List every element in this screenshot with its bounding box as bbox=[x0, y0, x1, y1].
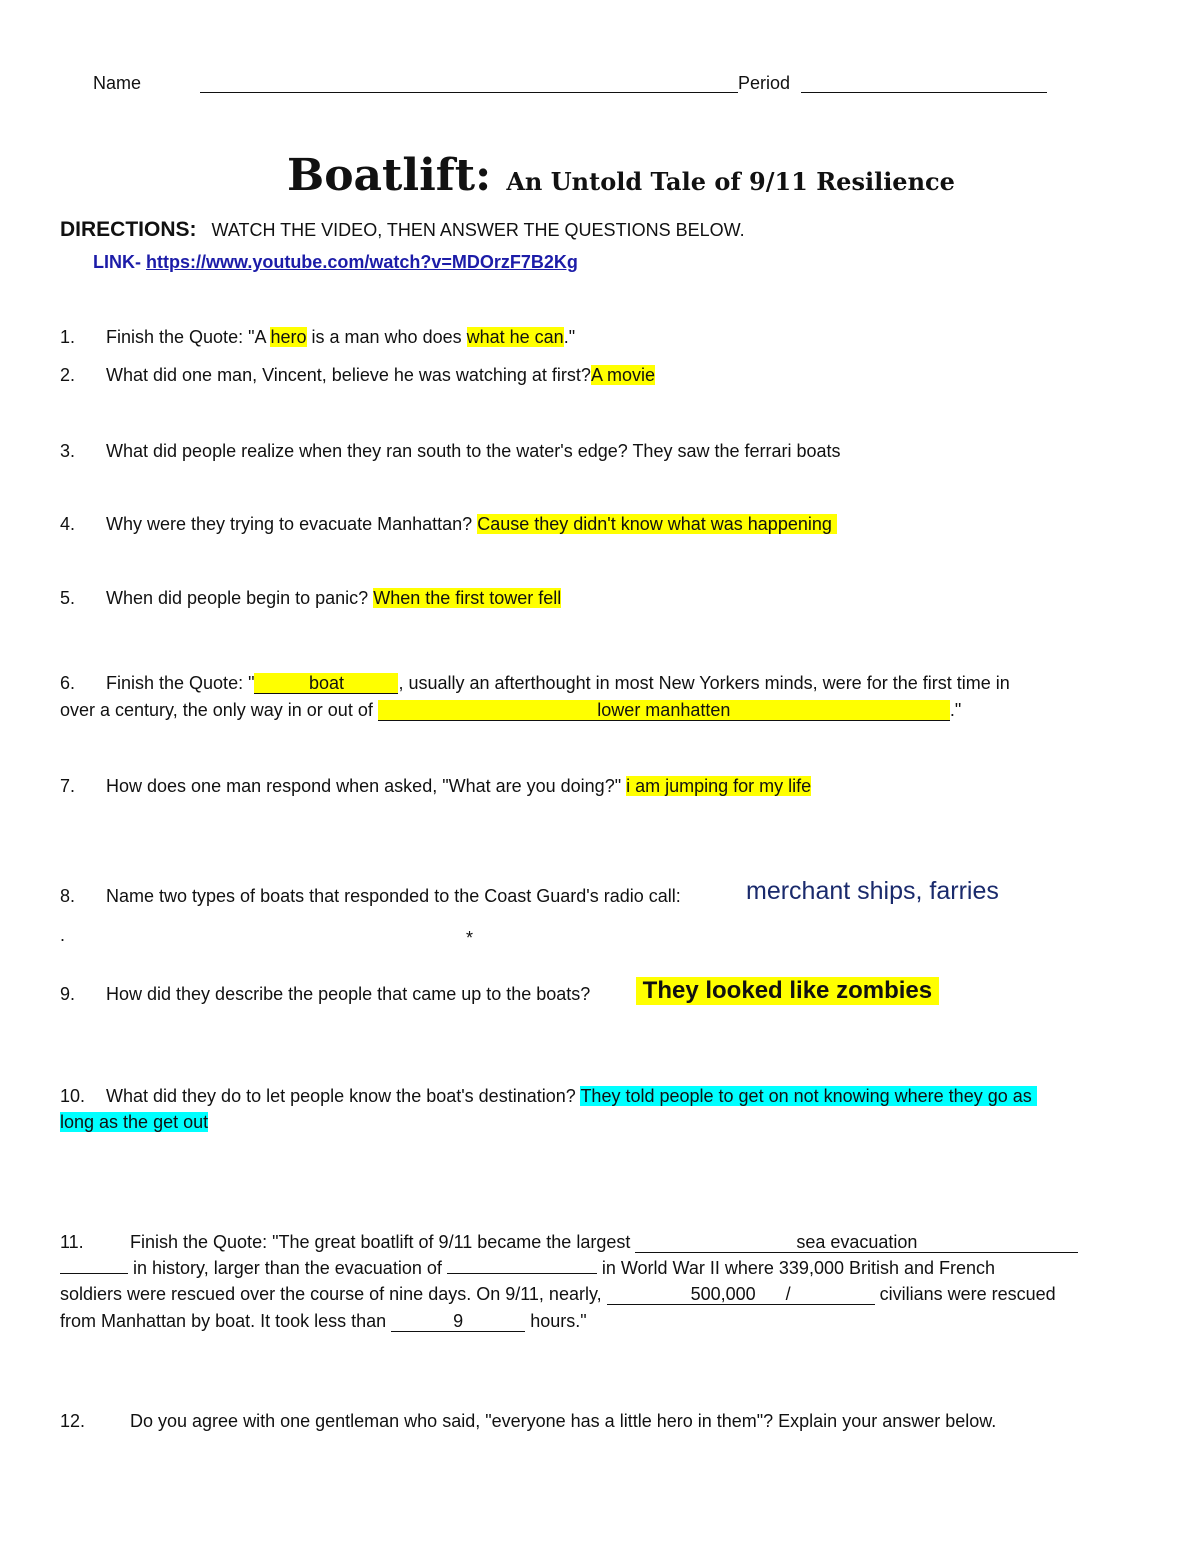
q10-answer-1: They told people to get on not knowing where they go as bbox=[580, 1086, 1037, 1106]
q10-line-1 bbox=[106, 1086, 1037, 1107]
q10-line-2 bbox=[60, 1112, 208, 1133]
q12-number: 12. bbox=[60, 1411, 86, 1431]
q8-mark-star: * bbox=[466, 928, 474, 948]
q8-answer: merchant ships, farries bbox=[746, 877, 999, 905]
period-field[interactable] bbox=[801, 74, 1047, 93]
name-label: Name bbox=[93, 73, 142, 93]
q11-text-6: from Manhattan by boat. It took less than bbox=[60, 1311, 392, 1331]
q11-answer-4: 9 bbox=[391, 1311, 525, 1332]
title-main: Boatlift: bbox=[287, 150, 492, 201]
q12 bbox=[130, 1411, 996, 1432]
q11-text: Finish the Quote: "The great boatlift of 9/11 became the largest bbox=[130, 1232, 636, 1252]
q10-number: 10. bbox=[60, 1086, 86, 1106]
q11-text-2: in history, larger than the evacuation of bbox=[128, 1258, 447, 1278]
q5-answer: When the first tower fell bbox=[373, 588, 562, 608]
q11-number: 11. bbox=[60, 1232, 84, 1252]
q11-blank-2[interactable] bbox=[60, 1273, 128, 1274]
q1-text: Finish the Quote: "A bbox=[106, 327, 271, 347]
q1-number: 1. bbox=[60, 327, 76, 347]
q2 bbox=[106, 365, 655, 386]
q11-line-3 bbox=[60, 1284, 1056, 1305]
q11-line-2 bbox=[60, 1258, 995, 1279]
period-label: Period bbox=[738, 73, 791, 93]
q4-answer: Cause they didn't know what was happening bbox=[477, 514, 837, 534]
q12-text: Do you agree with one gentleman who said, "everyone has a little hero in them"? Explain your answer below. bbox=[130, 1411, 997, 1431]
q11-blank-3[interactable] bbox=[447, 1273, 597, 1274]
title-sub: An Untold Tale of 9/11 Resilience bbox=[506, 167, 955, 196]
q9 bbox=[106, 984, 590, 1005]
q11-text-7: hours." bbox=[525, 1311, 587, 1331]
q3-answer: They saw the ferrari boats bbox=[627, 441, 841, 461]
q4 bbox=[106, 514, 837, 535]
q6-line-2 bbox=[60, 700, 961, 721]
q1 bbox=[106, 327, 575, 348]
video-link-row bbox=[93, 252, 578, 273]
q2-number: 2. bbox=[60, 365, 76, 385]
q1-answer-1: hero bbox=[270, 327, 307, 347]
q3 bbox=[106, 441, 841, 462]
q11-answer-3: 500,000 / bbox=[607, 1284, 875, 1305]
q8-mark-dot: . bbox=[60, 925, 66, 945]
q11-text-4: soldiers were rescued over the course of nine days. On 9/11, nearly, bbox=[60, 1284, 607, 1304]
q3-text: What did people realize when they ran south to the water's edge? bbox=[106, 441, 628, 461]
q6-text: Finish the Quote: " bbox=[106, 673, 255, 693]
q5-number: 5. bbox=[60, 588, 76, 608]
q7 bbox=[106, 776, 811, 797]
q8 bbox=[106, 886, 681, 907]
q6-line-1 bbox=[106, 673, 1010, 694]
directions-label: DIRECTIONS: bbox=[60, 218, 197, 241]
video-link[interactable]: https://www.youtube.com/watch?v=MDOrzF7B2Kg bbox=[146, 252, 578, 272]
q4-number: 4. bbox=[60, 514, 76, 534]
q6-text-end: ." bbox=[949, 700, 962, 720]
q7-answer: i am jumping for my life bbox=[626, 776, 812, 796]
q6-number: 6. bbox=[60, 673, 76, 693]
q1-text-mid: is a man who does bbox=[306, 327, 467, 347]
q9-answer: They looked like zombies bbox=[636, 977, 939, 1004]
q1-text-end: ." bbox=[563, 327, 576, 347]
q8-number: 8. bbox=[60, 886, 76, 906]
q2-answer: A movie bbox=[590, 365, 655, 385]
q7-number: 7. bbox=[60, 776, 76, 796]
q9-number: 9. bbox=[60, 984, 76, 1004]
q11-text-5: civilians were rescued bbox=[874, 1284, 1056, 1304]
q6-text-line2: over a century, the only way in or out of bbox=[60, 700, 378, 720]
q11-answer-1: sea evacuation bbox=[635, 1232, 1078, 1253]
name-field[interactable] bbox=[200, 74, 738, 93]
page-title bbox=[287, 150, 955, 201]
q6-answer-2: lower manhatten bbox=[378, 700, 950, 721]
q6-answer-1: boat bbox=[254, 673, 398, 694]
link-label: LINK- bbox=[93, 252, 146, 272]
q11-line-4 bbox=[60, 1311, 587, 1332]
q11-text-3: in World War II where 339,000 British and French bbox=[596, 1258, 996, 1278]
q10-text: What did they do to let people know the boat's destination? bbox=[106, 1086, 581, 1106]
q5 bbox=[106, 588, 561, 609]
q5-text: When did people begin to panic? bbox=[106, 588, 374, 608]
q9-text: How did they describe the people that came up to the boats? bbox=[106, 984, 591, 1004]
q8-text: Name two types of boats that responded to the Coast Guard's radio call: bbox=[106, 886, 681, 906]
q11-line-1 bbox=[130, 1232, 1078, 1253]
q1-answer-2: what he can bbox=[466, 327, 564, 347]
directions bbox=[60, 218, 745, 242]
q7-text: How does one man respond when asked, "What are you doing?" bbox=[106, 776, 627, 796]
q2-text: What did one man, Vincent, believe he was watching at first? bbox=[106, 365, 591, 385]
q4-text: Why were they trying to evacuate Manhattan? bbox=[106, 514, 478, 534]
q3-number: 3. bbox=[60, 441, 76, 461]
q10-answer-2: long as the get out bbox=[60, 1112, 209, 1132]
directions-text: WATCH THE VIDEO, THEN ANSWER THE QUESTIONS BELOW. bbox=[211, 220, 745, 240]
q6-text-mid: , usually an afterthought in most New Yorkers minds, were for the first time in bbox=[398, 673, 1010, 693]
